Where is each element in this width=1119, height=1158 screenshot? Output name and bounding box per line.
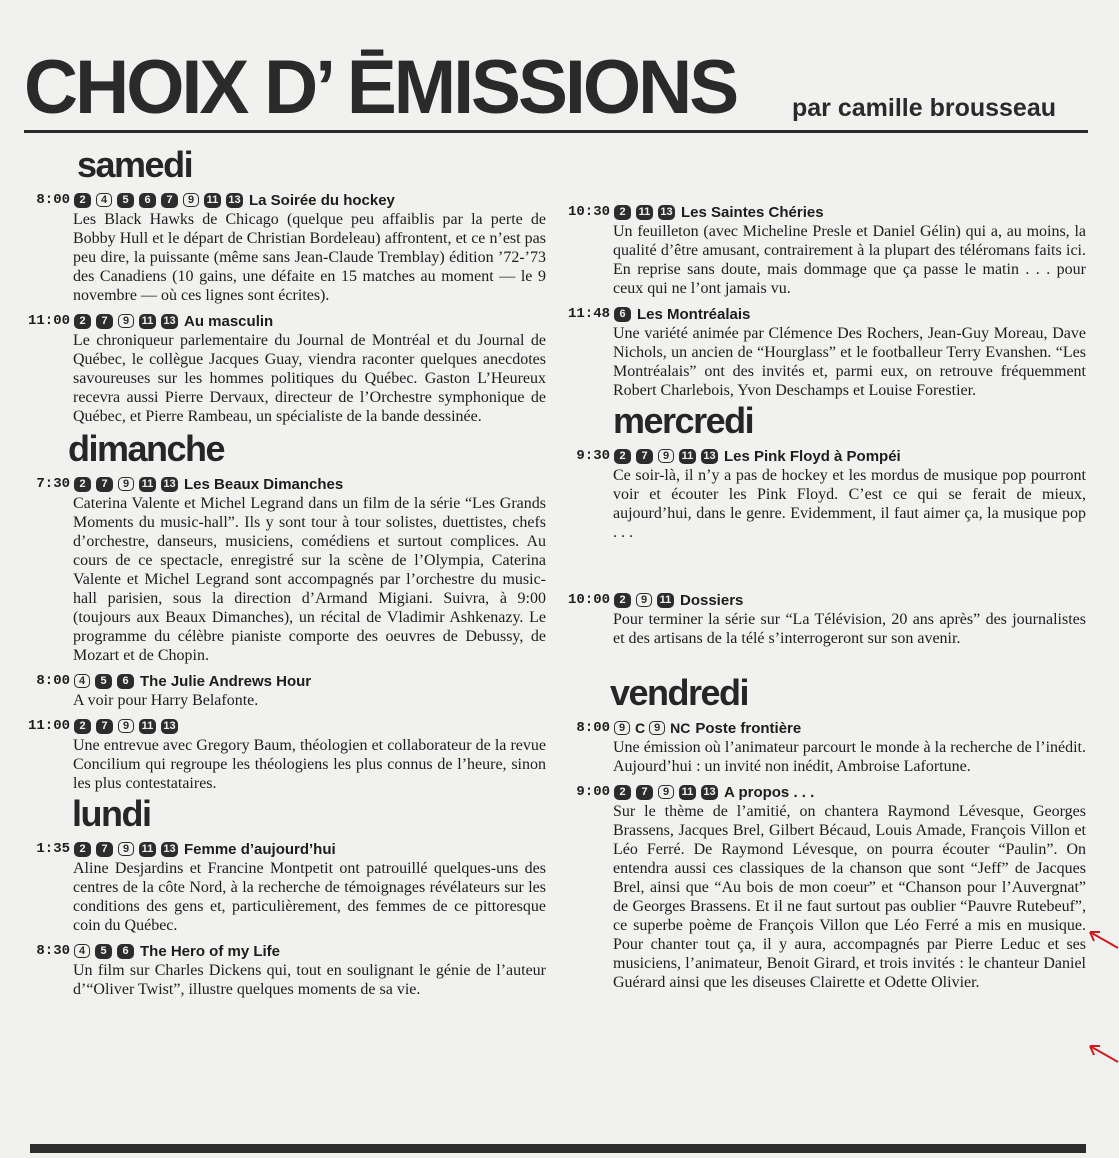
channel-badge: 11: [679, 785, 696, 800]
top-rule: [24, 130, 1088, 133]
program-title: The Julie Andrews Hour: [140, 672, 312, 690]
channel-badge: 2: [74, 719, 91, 734]
program-title: Femme d’aujourd’hui: [184, 840, 336, 858]
program-title: Au masculin: [184, 312, 274, 330]
channel-badge: 7: [96, 842, 113, 857]
program-list-samedi-cont: [560, 202, 1086, 400]
program-header: [560, 590, 1086, 610]
channel-badge: 9: [649, 721, 665, 735]
channel-badge: 9: [118, 842, 134, 856]
program-description: Sur le thème de l’amitié, on chantera Raymond Lévesque, Georges Brassens, Jacques Brel, Gilbert Bécaud, Louis Amade, François Villon et Léo Ferré. De Raymond Lévesque, on pourra écouter “Paulin”. On entendra aussi ces classiques de la chanson que sont “Jeff” de Jacques Brel, ainsi que “Au bois de mon coeur” et “Chanson pour l’Auvergnat” de Georges Brassens. Et il ne faut surtout pas oublier “Pauvre Rutebeuf”, ce superbe poème de François Villon que Léo Ferré a mis en musique. Pour chanter tout ça, il y aura, accompagnés par Pierre Leduc et ses musiciens, l’animateur, Benoit Girard, et trois invités : le chanteur Daniel Guérard ainsi que les diseuses Clairette et Odette Olivier.: [613, 803, 1086, 991]
program-entry: [20, 839, 546, 935]
spacer: [560, 648, 1086, 674]
program-title: Poste frontière: [695, 719, 802, 737]
channel-badge: 11: [139, 477, 156, 492]
byline: par camille brousseau: [792, 94, 1057, 122]
channel-badge: 9: [658, 785, 674, 799]
program-title: The Hero of my Life: [140, 942, 281, 960]
day-heading-vendredi: vendredi: [610, 672, 749, 713]
channel-badge: 11: [139, 314, 156, 329]
channel-badge: 7: [96, 314, 113, 329]
channel-badge: 5: [117, 193, 134, 208]
program-entry: [560, 782, 1086, 992]
channel-badge: 13: [161, 477, 178, 492]
channel-badge: 9: [118, 719, 134, 733]
channel-badge: 4: [74, 944, 90, 958]
network-tag: NC: [670, 720, 691, 736]
program-entry: [560, 718, 1086, 776]
channel-badge: 9: [118, 477, 134, 491]
program-header: [560, 446, 1086, 466]
channel-badge: 7: [161, 193, 178, 208]
program-description: Une émission où l’animateur parcourt le monde à la recherche de l’inédit. Aujourd’hui : un invité non inédit, Ambroise Lafortune.: [613, 739, 1086, 775]
channel-badge: 5: [95, 944, 112, 959]
channel-badge: 13: [658, 205, 675, 220]
program-entry: [20, 941, 546, 999]
annotation-arrow-icon: [1086, 1042, 1119, 1064]
channel-badge: 4: [96, 193, 112, 207]
program-title: Les Saintes Chéries: [681, 203, 824, 221]
program-list-samedi: [20, 190, 546, 426]
program-list-mercredi: [560, 446, 1086, 674]
program-entry: [20, 474, 546, 665]
channel-badge: 9: [183, 193, 199, 207]
program-time: 10:30: [567, 204, 610, 220]
left-column: [20, 146, 546, 999]
annotation-arrow-icon: [1086, 928, 1119, 950]
program-time: 8:00: [36, 192, 70, 208]
program-time: 10:00: [567, 592, 610, 608]
program-time: 1:35: [36, 841, 70, 857]
program-header: [20, 839, 546, 859]
program-time: 11:00: [27, 313, 70, 329]
channel-badge: 5: [95, 674, 112, 689]
program-description: Un film sur Charles Dickens qui, tout en soulignant le génie de l’auteur d’“Oliver Twist”, illustre quelques moments de sa vie.: [73, 962, 546, 998]
right-column: [560, 196, 1086, 992]
channel-badge: 11: [679, 449, 696, 464]
program-header: [20, 671, 546, 691]
channel-badge: 7: [96, 477, 113, 492]
channel-badge: 2: [614, 593, 631, 608]
channel-badge: 2: [74, 193, 91, 208]
program-entry: [20, 190, 546, 305]
program-entry: [560, 590, 1086, 648]
channel-badge: 6: [117, 674, 134, 689]
day-heading-mercredi: mercredi: [613, 400, 754, 441]
program-description: Une entrevue avec Gregory Baum, théologien et collaborateur de la revue Concilium qui regroupe les théologiens les plus connus de l’heure, sinon les plus contestataires.: [73, 737, 546, 792]
program-title: La Soirée du hockey: [249, 191, 395, 209]
program-entry: [560, 304, 1086, 400]
channel-badge: 13: [161, 719, 178, 734]
program-entry: [20, 311, 546, 426]
channel-badge: 13: [226, 193, 243, 208]
program-description: Les Black Hawks de Chicago (quelque peu affaiblis par la perte de Bobby Hull et le départ de Christian Bordeleau) affrontent, et ce n’est pas peu dire, la puissante (même sans Jean-Claude Tremblay) édition ’72-’73 des Canadiens (10 gains, une défaite en 15 matches au moment — le 9 novembre — où ces lignes sont écrites).: [73, 211, 546, 304]
spacer: [560, 542, 1086, 584]
channel-badge: 11: [204, 193, 221, 208]
program-entry: [20, 716, 546, 793]
channel-badge: 7: [636, 785, 653, 800]
program-description: Le chroniqueur parlementaire du Journal de Montréal et du Journal de Québec, le collègue Jacques Guay, viendra raconter quelques anecdotes savoureuses sur les hommes politiques du Québec. Gaston L’Heureux recevra aussi Pierre Dervaux, directeur de l’Orchestre symphonique de Québec, et Pierre Rambeau, un spécialiste de la bande dessinée.: [73, 332, 546, 425]
program-header: [560, 782, 1086, 802]
program-description: Aline Desjardins et Francine Montpetit ont patrouillé quelques-uns des centres de la côte Nord, à la recherche de témoignages révélateurs sur les conditions des gens et, particulièrement, des femmes de ce pittoresque coin du Québec.: [73, 860, 546, 934]
program-header: [20, 474, 546, 494]
program-time: 11:00: [27, 718, 70, 734]
program-title: Les Pink Floyd à Pompéi: [724, 447, 901, 465]
program-description: Une variété animée par Clémence Des Rochers, Jean-Guy Moreau, Dave Nichols, un ancien de “Hourglass” et le footballeur Terry Evanshen. “Les Montréalais” ont des invités et, parmi eux, on retrouve fréquemment Robert Charlebois, Yvon Deschamps et Louise Forestier.: [613, 325, 1086, 399]
program-header: [560, 202, 1086, 222]
program-entry: [560, 202, 1086, 298]
channel-badge: 9: [658, 449, 674, 463]
program-time: 8:00: [576, 720, 610, 736]
program-header: [20, 311, 546, 331]
program-entry: [560, 446, 1086, 542]
channel-badge: 13: [701, 449, 718, 464]
program-description: Pour terminer la série sur “La Télévision, 20 ans après” des journalistes et des artisans de la télé s’interrogeront sur son avenir.: [613, 611, 1086, 647]
program-time: 8:00: [36, 673, 70, 689]
channel-badge: 7: [96, 719, 113, 734]
network-tag: C: [635, 720, 646, 736]
program-time: 8:30: [36, 943, 70, 959]
program-title: Les Beaux Dimanches: [184, 475, 344, 493]
channel-badge: 11: [139, 719, 156, 734]
program-title: Les Montréalais: [637, 305, 751, 323]
channel-badge: 11: [636, 205, 653, 220]
day-heading-dimanche: dimanche: [68, 428, 225, 469]
channel-badge: 13: [161, 842, 178, 857]
program-description: Caterina Valente et Michel Legrand dans un film de la série “Les Grands Moments du music-hall”. Ils y sont tour à tour solistes, duettistes, chefs d’orchestre, danseurs, musiciens, comédiens et surtout complices. Au cours de ce spectacle, enregistré sur la scène de l’Olympia, Caterina Valente et Michel Legrand sont accompagnés par l’orchestre du music-hall parisien, sous la direction d’Armand Migiani. Suivra, à 9:00 (toujours aux Beaux Dimanches), un récital de Vladimir Ashkenazy. Le programme du célèbre pianiste comporte des oeuvres de Debussy, de Mozart et de Chopin.: [73, 495, 546, 664]
program-time: 11:48: [567, 306, 610, 322]
channel-badge: 2: [614, 449, 631, 464]
program-description: Un feuilleton (avec Micheline Presle et Daniel Gélin) qui a, au moins, la qualité d’être amusant, contrairement à la plupart des téléromans faits ici. En reprise sans doute, mais dommage que ça passe le matin . . . pour ceux qui ne l’ont jamais vu.: [613, 223, 1086, 297]
day-heading-lundi: lundi: [72, 793, 151, 834]
day-heading-samedi: samedi: [77, 144, 193, 185]
channel-badge: 11: [139, 842, 156, 857]
channel-badge: 9: [614, 721, 630, 735]
channel-badge: 2: [614, 205, 631, 220]
channel-badge: 6: [117, 944, 134, 959]
program-entry: [20, 671, 546, 710]
program-list-dimanche: [20, 474, 546, 793]
program-time: 9:00: [576, 784, 610, 800]
program-header: [560, 718, 1086, 738]
program-header: [560, 304, 1086, 324]
channel-badge: 2: [74, 477, 91, 492]
program-header: [20, 716, 546, 736]
bottom-rule: [30, 1144, 1086, 1153]
program-header: [20, 190, 546, 210]
channel-badge: 2: [74, 314, 91, 329]
program-list-lundi: [20, 839, 546, 999]
program-header: [20, 941, 546, 961]
channel-badge: 6: [614, 307, 631, 322]
channel-badge: 6: [139, 193, 156, 208]
channel-badge: 13: [701, 785, 718, 800]
program-description: Ce soir-là, il n’y a pas de hockey et les mordus de musique pop pourront voir et écouter les Pink Floyd. C’est ce qui se ferait de mieux, aujourd’hui, dans le genre. Evidemment, il faut aimer ça, la musique pop . . .: [613, 467, 1086, 541]
channel-badge: 4: [74, 674, 90, 688]
program-title: A propos . . .: [724, 783, 815, 801]
program-list-vendredi: [560, 718, 1086, 992]
channel-badge: 13: [161, 314, 178, 329]
channel-badge: 9: [118, 314, 134, 328]
program-description: A voir pour Harry Belafonte.: [73, 692, 259, 709]
program-time: 9:30: [576, 448, 610, 464]
channel-badge: 2: [614, 785, 631, 800]
channel-badge: 9: [636, 593, 652, 607]
channel-badge: 2: [74, 842, 91, 857]
program-time: 7:30: [36, 476, 70, 492]
channel-badge: 7: [636, 449, 653, 464]
masthead-title: CHOIX D’ ĒMISSIONS: [24, 45, 737, 130]
program-title: Dossiers: [680, 591, 744, 609]
channel-badge: 11: [657, 593, 674, 608]
